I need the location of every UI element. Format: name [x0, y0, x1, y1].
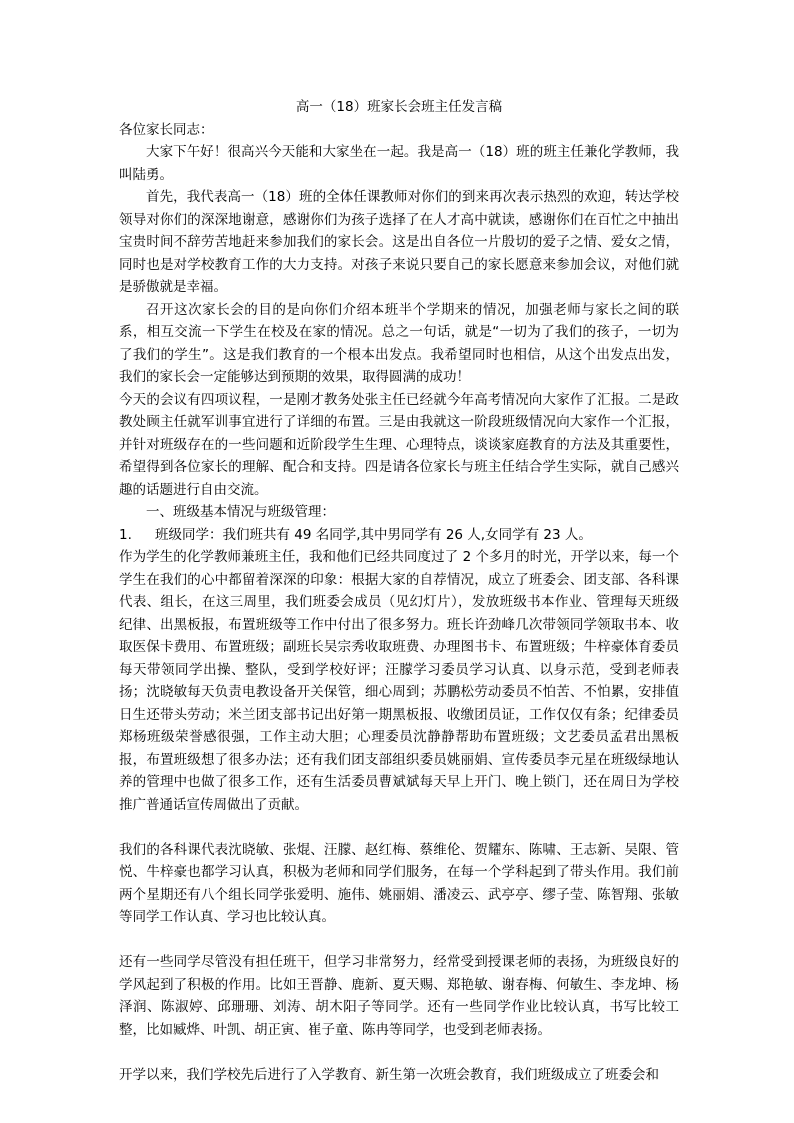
paragraph-course-reps: 我们的各科课代表沈晓敏、张焜、汪朦、赵红梅、蔡维伦、贺耀东、陈啸、王志新、吴限、管悦、牛梓豪也都学习认真，积极为老师和同学们服务，在每一个学科起到了带头作用。我们前两个星期还有八个组长同学张爱明、施伟、姚丽娟、潘凌云、武亭亭、缪子莹、陈智翔、张敏等同学工作认真、学习也比较认真。 [119, 841, 679, 925]
paragraph-gap [119, 816, 679, 839]
numbered-item-1 [119, 524, 679, 547]
salutation: 各位家长同志： [119, 121, 214, 138]
paragraph-gap [119, 929, 679, 952]
paragraph-class-committee: 作为学生的化学教师兼班主任，我和他们已经共同度过了 2 个多月的时光，开学以来，每一个学生在我们的心中都留着深深的印象：根据大家的自荐情况，成立了班委会、团支部、各科课代表、组长，在这三周里，我们班委会成员（见幻灯片），发放班级书本作业、管理每天班级纪律、出黑板报，布置班级等工作中付出了很多努力。班长许劲峰几次带领同学领取书本、收取医保卡费用、布置班级；副班长吴宗秀收取班费、办理图书卡、布置班级；牛梓豪体育委员每天带领同学出操、整队，受到学校好评；汪朦学习委员学习认真、以身示范，受到老师表扬；沈晓敏每天负责电教设备开关保管，细心周到；苏鹏松劳动委员不怕苦、不怕累，安排值日生还带头劳动；米兰团支部书记出好第一期黑板报、收缴团员证，工作仅仅有条；纪律委员郑杨班级荣誉感很强，工作主动大胆；心理委员沈静静帮助布置班级；文艺委员孟君出黑板报，布置班级想了很多办法；还有我们团支部组织委员姚丽娟、宣传委员李元星在班级绿地认养的管理中也做了很多工作，还有生活委员曹斌斌每天早上开门、晚上锁门，还在周日为学校推广普通话宣传周做出了贡献。 [119, 549, 679, 813]
paragraph-purpose: 召开这次家长会的目的是向你们介绍本班半个学期来的情况，加强老师与家长之间的联系，相互交流一下学生在校及在家的情况。总之一句话，就是“一切为了我们的孩子，一切为了我们的学生”。这是我们教育的一个根本出发点。我希望同时也相信，从这个出发点出发，我们的家长会一定能够达到预期的效果，取得圆满的成功！ [119, 301, 679, 385]
item-text: 班级同学：我们班共有 49 名同学,其中男同学有 26 人,女同学有 23 人。 [155, 526, 592, 543]
item-number: 1. [119, 526, 132, 543]
paragraph-other-students: 还有一些同学尽管没有担任班干，但学习非常努力，经常受到授课老师的表扬，为班级良好的学风起到了积极的作用。比如王晋静、鹿新、夏天赐、郑艳敏、谢春梅、何敏生、李龙坤、杨泽润、陈淑婷、邱珊珊、刘涛、胡木阳子等同学。还有一些同学作业比较认真，书写比较工整，比如臧烨、叶凯、胡正寅、崔子童、陈冉等同学，也受到老师表扬。 [119, 954, 679, 1038]
paragraph-gap [119, 1041, 679, 1064]
section-heading-class-overview: 一、班级基本情况与班级管理： [146, 504, 335, 520]
document-title: 高一（18）班家长会班主任发言稿 [295, 99, 503, 115]
paragraph-agenda: 今天的会议有四项议程，一是刚才教务处张主任已经就今年高考情况向大家作了汇报。二是政教处顾主任就军训事宜进行了详细的布置。三是由我就这一阶段班级情况向大家作一个汇报，并针对班级存在的一些问题和近阶段学生生理、心理特点，谈谈家庭教育的方法及其重要性，希望得到各位家长的理解、配合和支持。四是请各位家长与班主任结合学生实际，就自己感兴趣的话题进行自由交流。 [119, 391, 679, 498]
paragraph-greeting: 大家下午好！很高兴今天能和大家坐在一起。我是高一（18）班的班主任兼化学教师，我叫陆勇。 [119, 144, 679, 183]
paragraph-since-start: 开学以来，我们学校先后进行了入学教育、新生第一次班会教育，我们班级成立了班委会和 [119, 1066, 659, 1083]
document-page [119, 96, 679, 1086]
paragraph-welcome: 首先，我代表高一（18）班的全体任课教师对你们的到来再次表示热烈的欢迎，转达学校领导对你们的深深地谢意，感谢你们为孩子选择了在人才高中就读，感谢你们在百忙之中抽出宝贵时间不辞劳苦地赶来参加我们的家长会。这是出自各位一片殷切的爱子之情、爱女之情，同时也是对学校教育工作的大力支持。对孩子来说只要自己的家长愿意来参加会议，对他们就是骄傲就是幸福。 [119, 189, 679, 295]
